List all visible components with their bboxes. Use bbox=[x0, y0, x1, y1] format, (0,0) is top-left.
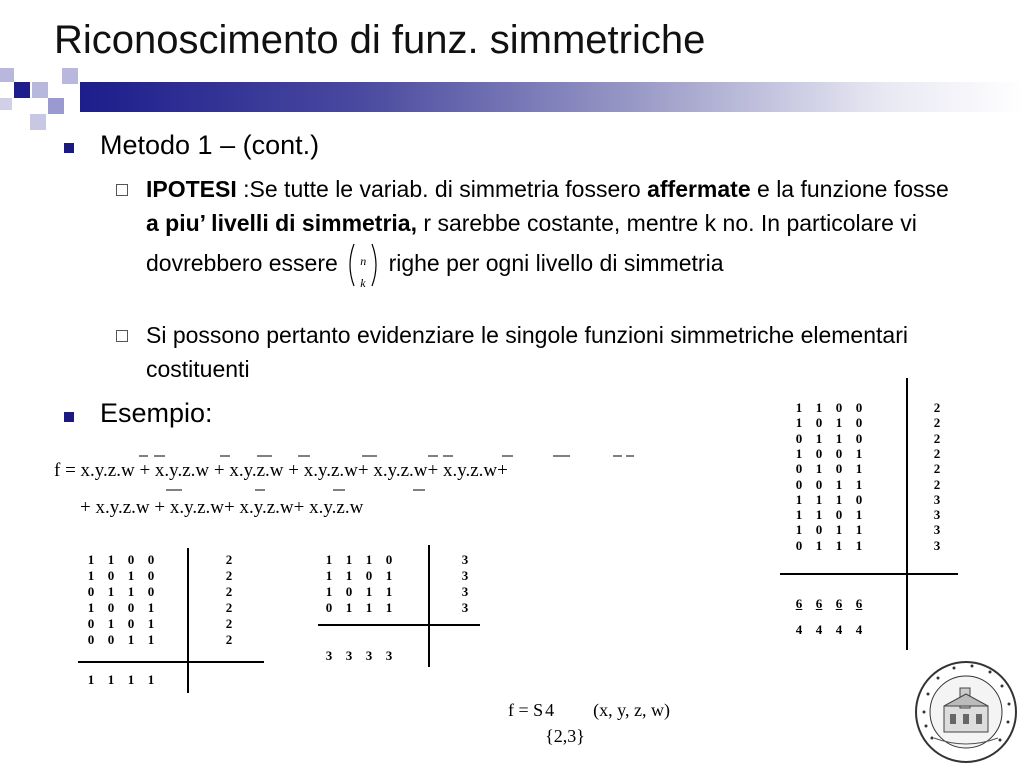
table-cell: 0 bbox=[835, 445, 843, 461]
table-cell: 1 bbox=[345, 552, 353, 567]
formula-line-1-text: f = x.y.z.w + x.y.z.w + x.y.z.w + x.y.z.w+ x.y.z.w+ x.y.z.w+ bbox=[54, 460, 508, 481]
university-seal-logo bbox=[914, 660, 1018, 764]
table-cell: 0 bbox=[147, 552, 155, 567]
table-cell: 1 bbox=[147, 616, 155, 631]
table-cell: 0 bbox=[107, 632, 115, 647]
ipotesi-text-b: e la funzione fosse bbox=[750, 176, 949, 202]
table-cell: 1 bbox=[345, 568, 353, 583]
table-cell: 1 bbox=[325, 584, 333, 599]
table-cell: 1 bbox=[127, 632, 135, 647]
table-right-hline bbox=[780, 573, 958, 575]
table-cell: 1 bbox=[87, 568, 95, 583]
table-cell: 0 bbox=[855, 430, 863, 446]
table-cell: 1 bbox=[795, 491, 803, 507]
table-sum-cell: 3 bbox=[385, 648, 393, 663]
table-sum-cell: 6 bbox=[835, 596, 843, 611]
bullet-metodo: Metodo 1 – (cont.) bbox=[100, 130, 320, 160]
table-cell: 3 bbox=[933, 522, 941, 538]
table-cell: 0 bbox=[107, 600, 115, 615]
table-cell: 1 bbox=[795, 400, 803, 415]
table-sum-cell: 3 bbox=[325, 648, 333, 663]
table-cell: 0 bbox=[365, 568, 373, 583]
table-cell: 1 bbox=[107, 552, 115, 567]
table-sum-cell: 1 bbox=[87, 672, 95, 687]
formula-line-2-text: + x.y.z.w + x.y.z.w+ x.y.z.w+ x.y.z.w bbox=[80, 497, 364, 518]
table-left-vline bbox=[187, 548, 189, 693]
table-cell: 1 bbox=[855, 461, 863, 477]
table-cell: 0 bbox=[385, 552, 393, 567]
table-cell: 0 bbox=[325, 600, 333, 615]
table-cell: 2 bbox=[933, 415, 941, 431]
binom-n: n bbox=[360, 254, 367, 268]
table-cell: 0 bbox=[795, 461, 803, 477]
table-cell: 3 bbox=[933, 537, 941, 553]
table-mid bbox=[322, 552, 492, 672]
table-sum-cell: 1 bbox=[147, 672, 155, 687]
table-cell: 0 bbox=[795, 537, 803, 553]
table-cell: 0 bbox=[147, 584, 155, 599]
table-cell: 1 bbox=[87, 600, 95, 615]
table-sum-cell: 6 bbox=[795, 596, 803, 611]
table-sum-cell: 6 bbox=[815, 596, 823, 611]
table-sum-cell: 4 bbox=[855, 622, 863, 637]
table-sum-cell: 4 bbox=[795, 622, 803, 637]
table-cell: 1 bbox=[325, 568, 333, 583]
table-cell: 0 bbox=[835, 461, 843, 477]
table-cell: 1 bbox=[815, 461, 823, 477]
table-cell: 1 bbox=[815, 400, 823, 415]
table-cell: 1 bbox=[815, 491, 823, 507]
table-cell: 3 bbox=[933, 491, 941, 507]
table-cell: 1 bbox=[365, 600, 373, 615]
table-cell: 1 bbox=[385, 600, 393, 615]
table-cell: 2 bbox=[225, 600, 233, 615]
table-cell: 1 bbox=[835, 491, 843, 507]
table-cell: 2 bbox=[933, 461, 941, 477]
table-sum-cell: 4 bbox=[835, 622, 843, 637]
table-cell: 0 bbox=[815, 522, 823, 538]
table-cell: 1 bbox=[365, 584, 373, 599]
table-cell: 0 bbox=[795, 476, 803, 492]
table-cell: 0 bbox=[855, 400, 863, 415]
table-cell: 0 bbox=[147, 568, 155, 583]
result-args: (x, y, z, w) bbox=[593, 700, 670, 720]
table-left bbox=[84, 552, 264, 702]
table-cell: 1 bbox=[107, 584, 115, 599]
table-cell: 1 bbox=[815, 430, 823, 446]
result-formula bbox=[508, 700, 670, 746]
binom-k: k bbox=[360, 276, 366, 290]
table-cell: 0 bbox=[815, 476, 823, 492]
table-cell: 2 bbox=[225, 584, 233, 599]
table-cell: 3 bbox=[461, 552, 469, 567]
table-cell: 3 bbox=[461, 568, 469, 583]
page-title: Riconoscimento di funz. simmetriche bbox=[54, 18, 706, 62]
sub-bullet-ipotesi bbox=[146, 172, 966, 290]
bullet-square-icon bbox=[64, 412, 74, 422]
table-cell: 0 bbox=[87, 632, 95, 647]
table-left-hline bbox=[78, 661, 264, 663]
table-cell: 2 bbox=[933, 476, 941, 492]
bullet-square-icon bbox=[64, 143, 74, 153]
table-cell: 1 bbox=[815, 537, 823, 553]
table-cell: 1 bbox=[127, 568, 135, 583]
table-cell: 1 bbox=[365, 552, 373, 567]
binomial-coefficient bbox=[346, 240, 380, 290]
table-cell: 1 bbox=[835, 476, 843, 492]
table-sum-cell: 1 bbox=[107, 672, 115, 687]
table-cell: 1 bbox=[385, 584, 393, 599]
table-cell: 0 bbox=[795, 430, 803, 446]
table-cell: 3 bbox=[461, 584, 469, 599]
table-cell: 3 bbox=[933, 507, 941, 523]
table-cell: 1 bbox=[345, 600, 353, 615]
table-mid-hline bbox=[318, 624, 480, 626]
table-sum-cell: 3 bbox=[365, 648, 373, 663]
table-cell: 2 bbox=[225, 632, 233, 647]
table-cell: 1 bbox=[795, 507, 803, 523]
table-cell: 2 bbox=[225, 616, 233, 631]
table-cell: 2 bbox=[933, 445, 941, 461]
table-cell: 1 bbox=[107, 616, 115, 631]
ipotesi-text-d: righe per ogni livello di simmetria bbox=[382, 250, 724, 277]
table-cell: 0 bbox=[87, 616, 95, 631]
table-cell: 1 bbox=[147, 632, 155, 647]
ipotesi-label: IPOTESI bbox=[146, 176, 237, 202]
table-cell: 0 bbox=[835, 507, 843, 523]
affermate-text: affermate bbox=[647, 176, 751, 202]
livelli-text: a piu’ livelli di simmetria, bbox=[146, 210, 417, 236]
table-cell: 3 bbox=[461, 600, 469, 615]
table-sum-cell: 4 bbox=[815, 622, 823, 637]
table-mid-vline bbox=[428, 545, 430, 667]
table-cell: 0 bbox=[855, 415, 863, 431]
table-right-vline bbox=[906, 378, 908, 650]
table-cell: 0 bbox=[87, 584, 95, 599]
table-cell: 2 bbox=[933, 430, 941, 446]
result-sup: 4 bbox=[545, 700, 555, 720]
table-cell: 0 bbox=[127, 600, 135, 615]
table-cell: 2 bbox=[933, 400, 941, 415]
table-cell: 1 bbox=[795, 445, 803, 461]
table-sum-cell: 3 bbox=[345, 648, 353, 663]
result-sub: {2,3} bbox=[545, 726, 585, 746]
table-cell: 1 bbox=[855, 522, 863, 538]
table-cell: 1 bbox=[835, 522, 843, 538]
table-cell: 1 bbox=[127, 584, 135, 599]
ipotesi-text-c: r sarebbe costante, mentre k no. In particolare vi dovrebbero essere bbox=[146, 210, 917, 277]
table-cell: 0 bbox=[815, 415, 823, 431]
table-cell: 0 bbox=[855, 491, 863, 507]
result-f: f = S bbox=[508, 700, 544, 720]
table-cell: 0 bbox=[107, 568, 115, 583]
sub-bullet-icon bbox=[116, 330, 128, 342]
table-cell: 1 bbox=[795, 522, 803, 538]
table-sum-cell: 6 bbox=[855, 596, 863, 611]
table-cell: 1 bbox=[815, 507, 823, 523]
table-cell: 1 bbox=[855, 537, 863, 553]
table-cell: 1 bbox=[835, 537, 843, 553]
table-cell: 2 bbox=[225, 552, 233, 567]
ipotesi-text-a: :Se tutte le variab. di simmetria fossero bbox=[236, 176, 648, 202]
table-cell: 1 bbox=[855, 507, 863, 523]
table-cell: 1 bbox=[855, 445, 863, 461]
table-cell: 0 bbox=[127, 616, 135, 631]
table-cell: 0 bbox=[127, 552, 135, 567]
table-cell: 1 bbox=[87, 552, 95, 567]
sub-bullet-funzioni: Si possono pertanto evidenziare le singole funzioni simmetriche elementari costituenti bbox=[146, 322, 908, 382]
table-cell: 2 bbox=[225, 568, 233, 583]
sub-bullet-icon bbox=[116, 184, 128, 196]
bullet-esempio: Esempio: bbox=[100, 398, 213, 428]
table-cell: 0 bbox=[815, 445, 823, 461]
table-cell: 1 bbox=[325, 552, 333, 567]
table-cell: 1 bbox=[855, 476, 863, 492]
table-sum-cell: 1 bbox=[127, 672, 135, 687]
table-cell: 1 bbox=[835, 415, 843, 431]
table-cell: 0 bbox=[835, 400, 843, 415]
table-right bbox=[792, 400, 962, 640]
table-cell: 1 bbox=[147, 600, 155, 615]
table-cell: 0 bbox=[345, 584, 353, 599]
formula-line-2 bbox=[80, 497, 363, 519]
table-cell: 1 bbox=[835, 430, 843, 446]
table-cell: 1 bbox=[795, 415, 803, 431]
table-cell: 1 bbox=[385, 568, 393, 583]
